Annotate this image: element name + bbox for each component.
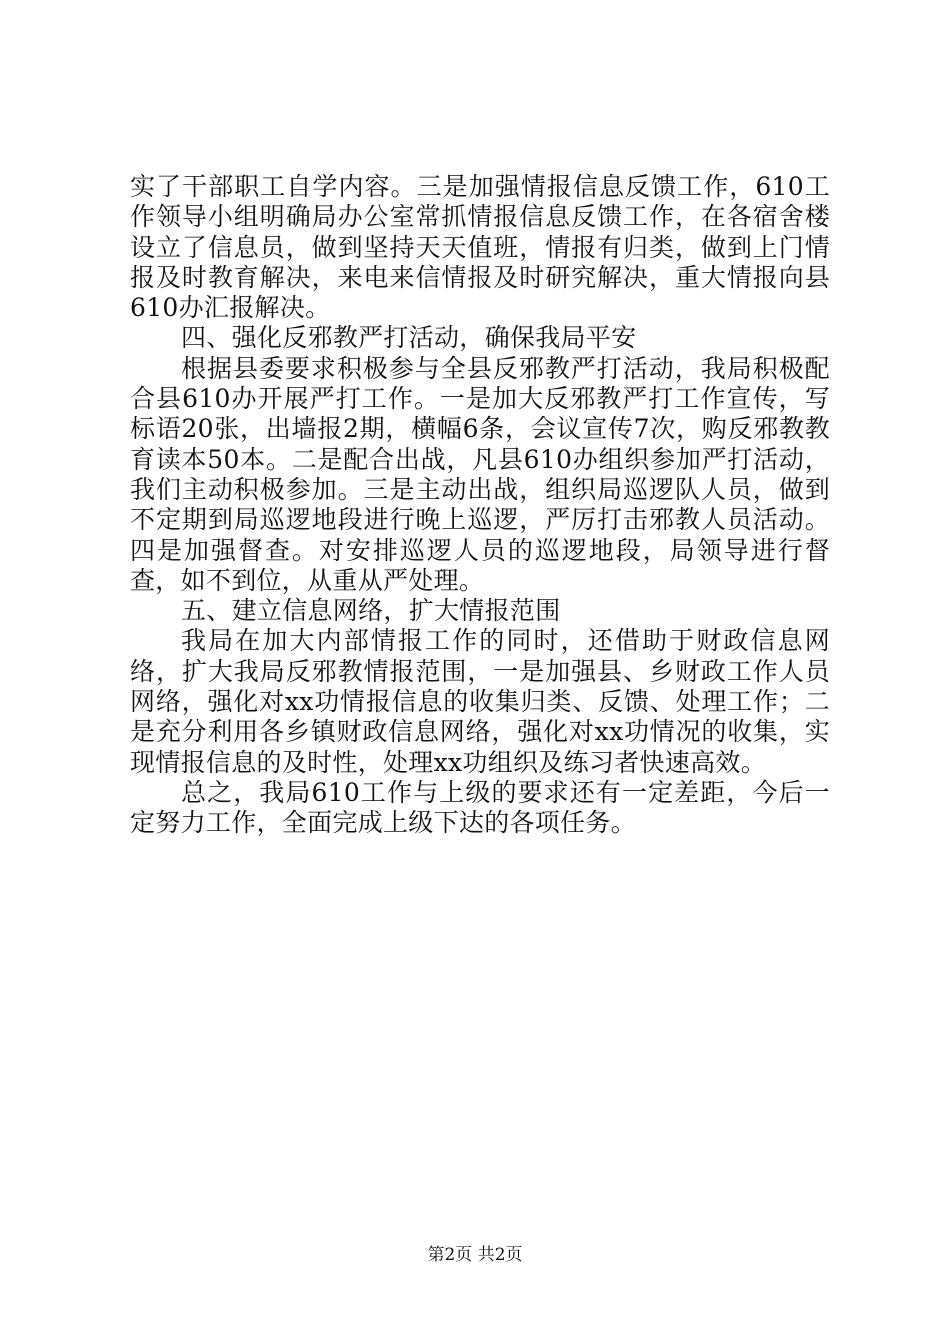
page-number-footer: 第2页 共2页 [427,1245,523,1265]
section-heading-four: 四、强化反邪教严打活动，确保我局平安 [181,323,637,353]
paragraph-section-five: 我局在加大内部情报工作的同时，还借助于财政信息网络，扩大我局反邪教情报范围，一是加强县、乡财政工作人员网络，强化对xx功情报信息的收集归类、反馈、处理工作；二是充分利用各乡镇财政信息网络，强化对xx功情况的收集，实现情报信息的及时性，处理xx功组织及练习者快速高效。 [130,626,830,777]
paragraph-section-four: 根据县委要求积极参与全县反邪教严打活动，我局积极配合县610办开展严打工作。一是加大反邪教严打工作宣传，写标语20张，出墙报2期，横幅6条，会议宣传7次，购反邪教教育读本50本。二是配合出战，凡县610办组织参加严打活动，我们主动积极参加。三是主动出战，组织局巡逻队人员，做到不定期到局巡逻地段进行晚上巡逻，严厉打击邪教人员活动。四是加强督查。对安排巡逻人员的巡逻地段，局领导进行督查，如不到位，从重从严处理。 [130,353,830,595]
paragraph-conclusion: 总之，我局610工作与上级的要求还有一定差距，今后一定努力工作，全面完成上级下达的各项任务。 [130,777,830,838]
paragraph-continuation: 实了干部职工自学内容。三是加强情报信息反馈工作，610工作领导小组明确局办公室常抓情报信息反馈工作，在各宿舍楼设立了信息员，做到坚持天天值班，情报有归类，做到上门情报及时教育解决，来电来信情报及时研究解决，重大情报向县610办汇报解决。 [130,172,830,323]
document-body [130,172,830,839]
section-heading-five: 五、建立信息网络，扩大情报范围 [181,596,561,626]
